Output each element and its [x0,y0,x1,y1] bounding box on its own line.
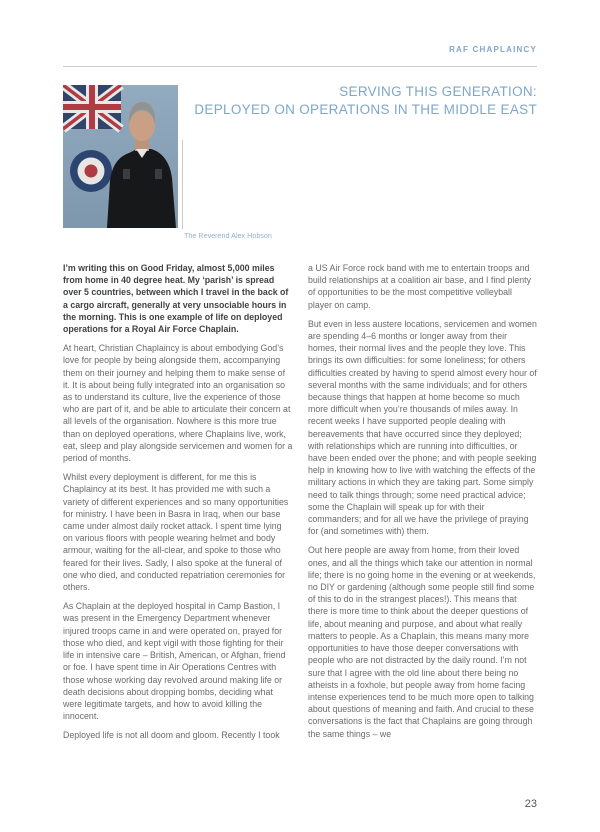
article-title [190,83,537,119]
page-number: 23 [524,798,537,810]
body-paragraph: At heart, Christian Chaplaincy is about embodying God’s love for people by being alongside them, accompanying them on their journey and helping them to make sense of it. It is about being fully integrated into an organisation so as to understand its culture, live the experience of those who are part of it, and be able to articulate their concern at all levels of the organisation. Nowhere is this more true than on deployed operations, where Chaplains live, work, eat, sleep and play alongside servicemen and women for a period of months. [63,343,293,464]
body-paragraph: Whilst every deployment is different, for me this is Chaplaincy at its best. It has provided me with such a variety of different experiences and so many opportunities for ministry. I have been in Basra in Iraq, when our base came under almost daily rocket attack. I spent time lying on various floors with people wearing helmet and body armour, waiting for the all-clear, and spoke to those who feared for their lives. Sadly, I also spoke at the funeral of one who died, and conducted repatriation ceremonies for others. [63,472,289,593]
caption-rule [182,140,183,229]
body-paragraph: But even in less austere locations, servicemen and women are spending 4–6 months or longer away from their homes, their normal lives and the people they love. This brings its own difficulties: for some loneliness; for others difficulties created by having to spend almost every hour of several months with the same individuals; and for others because things that happen at home become so much more difficult when you’re thousands of miles away. In recent weeks I have supported people dealing with bereavements that have occurred since they deployed; with relationships which are running into difficulties, or have been ended over the phone; and with people seeking help in knowing how to live with watching the effects of the military actions in which they are taking part. Some simply need to talk things through; some need practical advice; some the Chaplain will speak up for with their commanders; and for all we have the privilege of praying for (and sometimes with) them. [308,318,537,537]
article-body [63,262,538,749]
article-title-line2: DEPLOYED ON OPERATIONS IN THE MIDDLE EAST [194,102,537,117]
union-jack-icon [63,85,121,129]
right-column [308,262,538,749]
raf-roundel-icon [70,150,112,192]
body-paragraph: Out here people are away from home, from their loved ones, and all the things which take our attention in normal life; there is no going home in the evening or at weekends, no DIY or gardening (although some people still find some of this to do in the strangest places!). This means that there is more time to think about the deeper questions of life, about meaning and purpose, and about what really matters to people. As a Chaplain, this means many more opportunities to have those deeper conversations with people who are not distracted by the daily round. I’m not sure that I agree with the old line about there being no atheists in a foxhole, but people away from home facing intense experiences tend to be much more open to talking about questions of meaning and faith. And crucial to these conversations is the fact that Chaplains are going through the same things – we [308,545,536,739]
intro-paragraph: I’m writing this on Good Friday, almost 5,000 miles from home in 40 degree heat. My ‘parish’ is spread over 5 countries, between which I travel in the back of a cargo aircraft, generally at very unsociable hours in the morning. This is one example of life on deployed operations for a Royal Air Force Chaplain. [63,263,289,335]
header-rule [63,66,537,67]
chaplain-portrait-photo [63,85,178,228]
body-paragraph: Deployed life is not all doom and gloom. Recently I took [63,730,280,741]
body-paragraph: a US Air Force rock band with me to entertain troops and build relationships at a coalition air base, and I find plenty of opportunities to be the most competitive volleyball player on camp. [308,263,531,310]
article-title-line1: SERVING THIS GENERATION: [339,84,537,99]
body-paragraph: As Chaplain at the deployed hospital in Camp Bastion, I was present in the Emergency Department whenever injured troops came in and were operated on, prayed for those who died, and kept vigil with those fighting for their life in intensive care – British, American, or Afghan, friend or foe. I have spent time in Air Operations Centres with those whose working day revolved around making life or death decisions about dropping bombs, deciding what were legitimate targets, and how to avoid killing the innocent. [63,601,286,722]
section-header: RAF CHAPLAINCY [449,45,537,54]
photo-caption: The Reverend Alex Hobson [184,231,272,240]
left-column [63,262,293,749]
raf-ensign-portrait-illustration [63,85,178,228]
